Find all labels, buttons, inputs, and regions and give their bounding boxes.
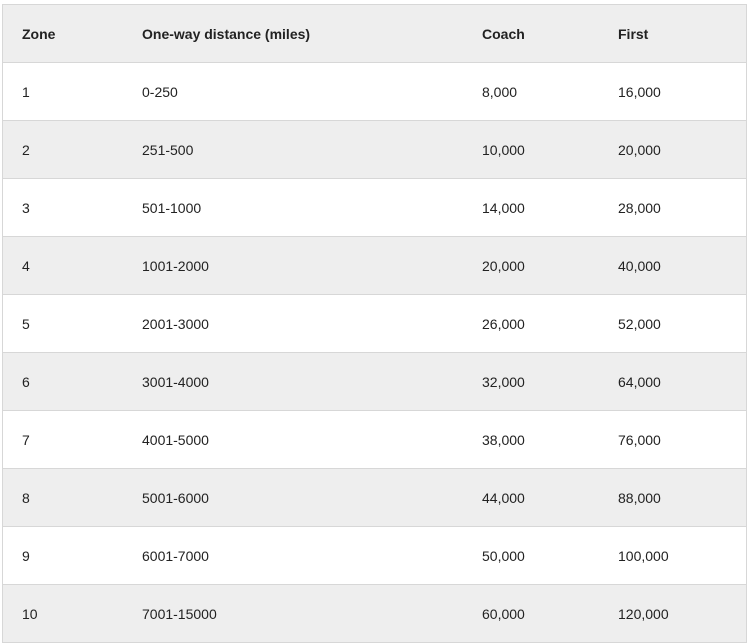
cell-first: 64,000 (618, 353, 746, 411)
cell-first: 100,000 (618, 527, 746, 585)
cell-zone: 8 (3, 469, 142, 527)
cell-first: 120,000 (618, 605, 669, 622)
cell-distance: 2001-3000 (142, 295, 482, 353)
cell-zone: 2 (3, 121, 142, 179)
cell-coach: 8,000 (482, 63, 618, 121)
cell-coach: 14,000 (482, 179, 618, 237)
table-row (3, 63, 746, 121)
cell-distance: 6001-7000 (142, 527, 482, 585)
award-chart-table (3, 5, 746, 642)
cell-first: 28,000 (618, 179, 746, 237)
cell-first: 20,000 (618, 121, 746, 179)
cell-zone: 7 (3, 411, 142, 469)
cell-distance: 0-250 (142, 63, 482, 121)
table-row (3, 295, 746, 353)
cell-distance: 7001-15000 (142, 605, 217, 622)
cell-distance: 1001-2000 (142, 237, 482, 295)
cell-zone: 4 (3, 237, 142, 295)
header-distance: One-way distance (miles) (142, 5, 482, 63)
cell-first: 76,000 (618, 411, 746, 469)
cell-first: 52,000 (618, 295, 746, 353)
header-zone: Zone (3, 5, 142, 63)
table-row (3, 469, 746, 527)
table-row (3, 121, 746, 179)
table-body (3, 63, 746, 643)
cell-coach: 44,000 (482, 469, 618, 527)
cell-zone: 5 (3, 295, 142, 353)
cell-zone: 9 (3, 527, 142, 585)
table-header (3, 5, 746, 63)
cell-zone: 6 (3, 353, 142, 411)
cell-distance: 501-1000 (142, 179, 482, 237)
header-first: First (618, 5, 746, 63)
header-row (3, 5, 746, 63)
cell-zone: 10 (22, 605, 38, 622)
table-row (3, 411, 746, 469)
cell-coach: 26,000 (482, 295, 618, 353)
cell-first: 16,000 (618, 63, 746, 121)
cell-distance: 5001-6000 (142, 469, 482, 527)
cell-coach: 20,000 (482, 237, 618, 295)
cell-distance: 3001-4000 (142, 353, 482, 411)
cell-zone: 1 (3, 63, 142, 121)
cell-first: 88,000 (618, 469, 746, 527)
table-row (3, 585, 746, 643)
cell-coach: 10,000 (482, 121, 618, 179)
cell-coach: 50,000 (482, 527, 618, 585)
table-row (3, 237, 746, 295)
cell-first: 40,000 (618, 237, 746, 295)
header-coach: Coach (482, 5, 618, 63)
table-row (3, 353, 746, 411)
cell-coach: 38,000 (482, 411, 618, 469)
cell-coach: 32,000 (482, 353, 618, 411)
award-chart-table-container (2, 4, 747, 643)
cell-distance: 4001-5000 (142, 411, 482, 469)
table-row (3, 179, 746, 237)
cell-coach: 60,000 (482, 605, 525, 622)
cell-zone: 3 (3, 179, 142, 237)
table-row (3, 527, 746, 585)
cell-distance: 251-500 (142, 121, 482, 179)
